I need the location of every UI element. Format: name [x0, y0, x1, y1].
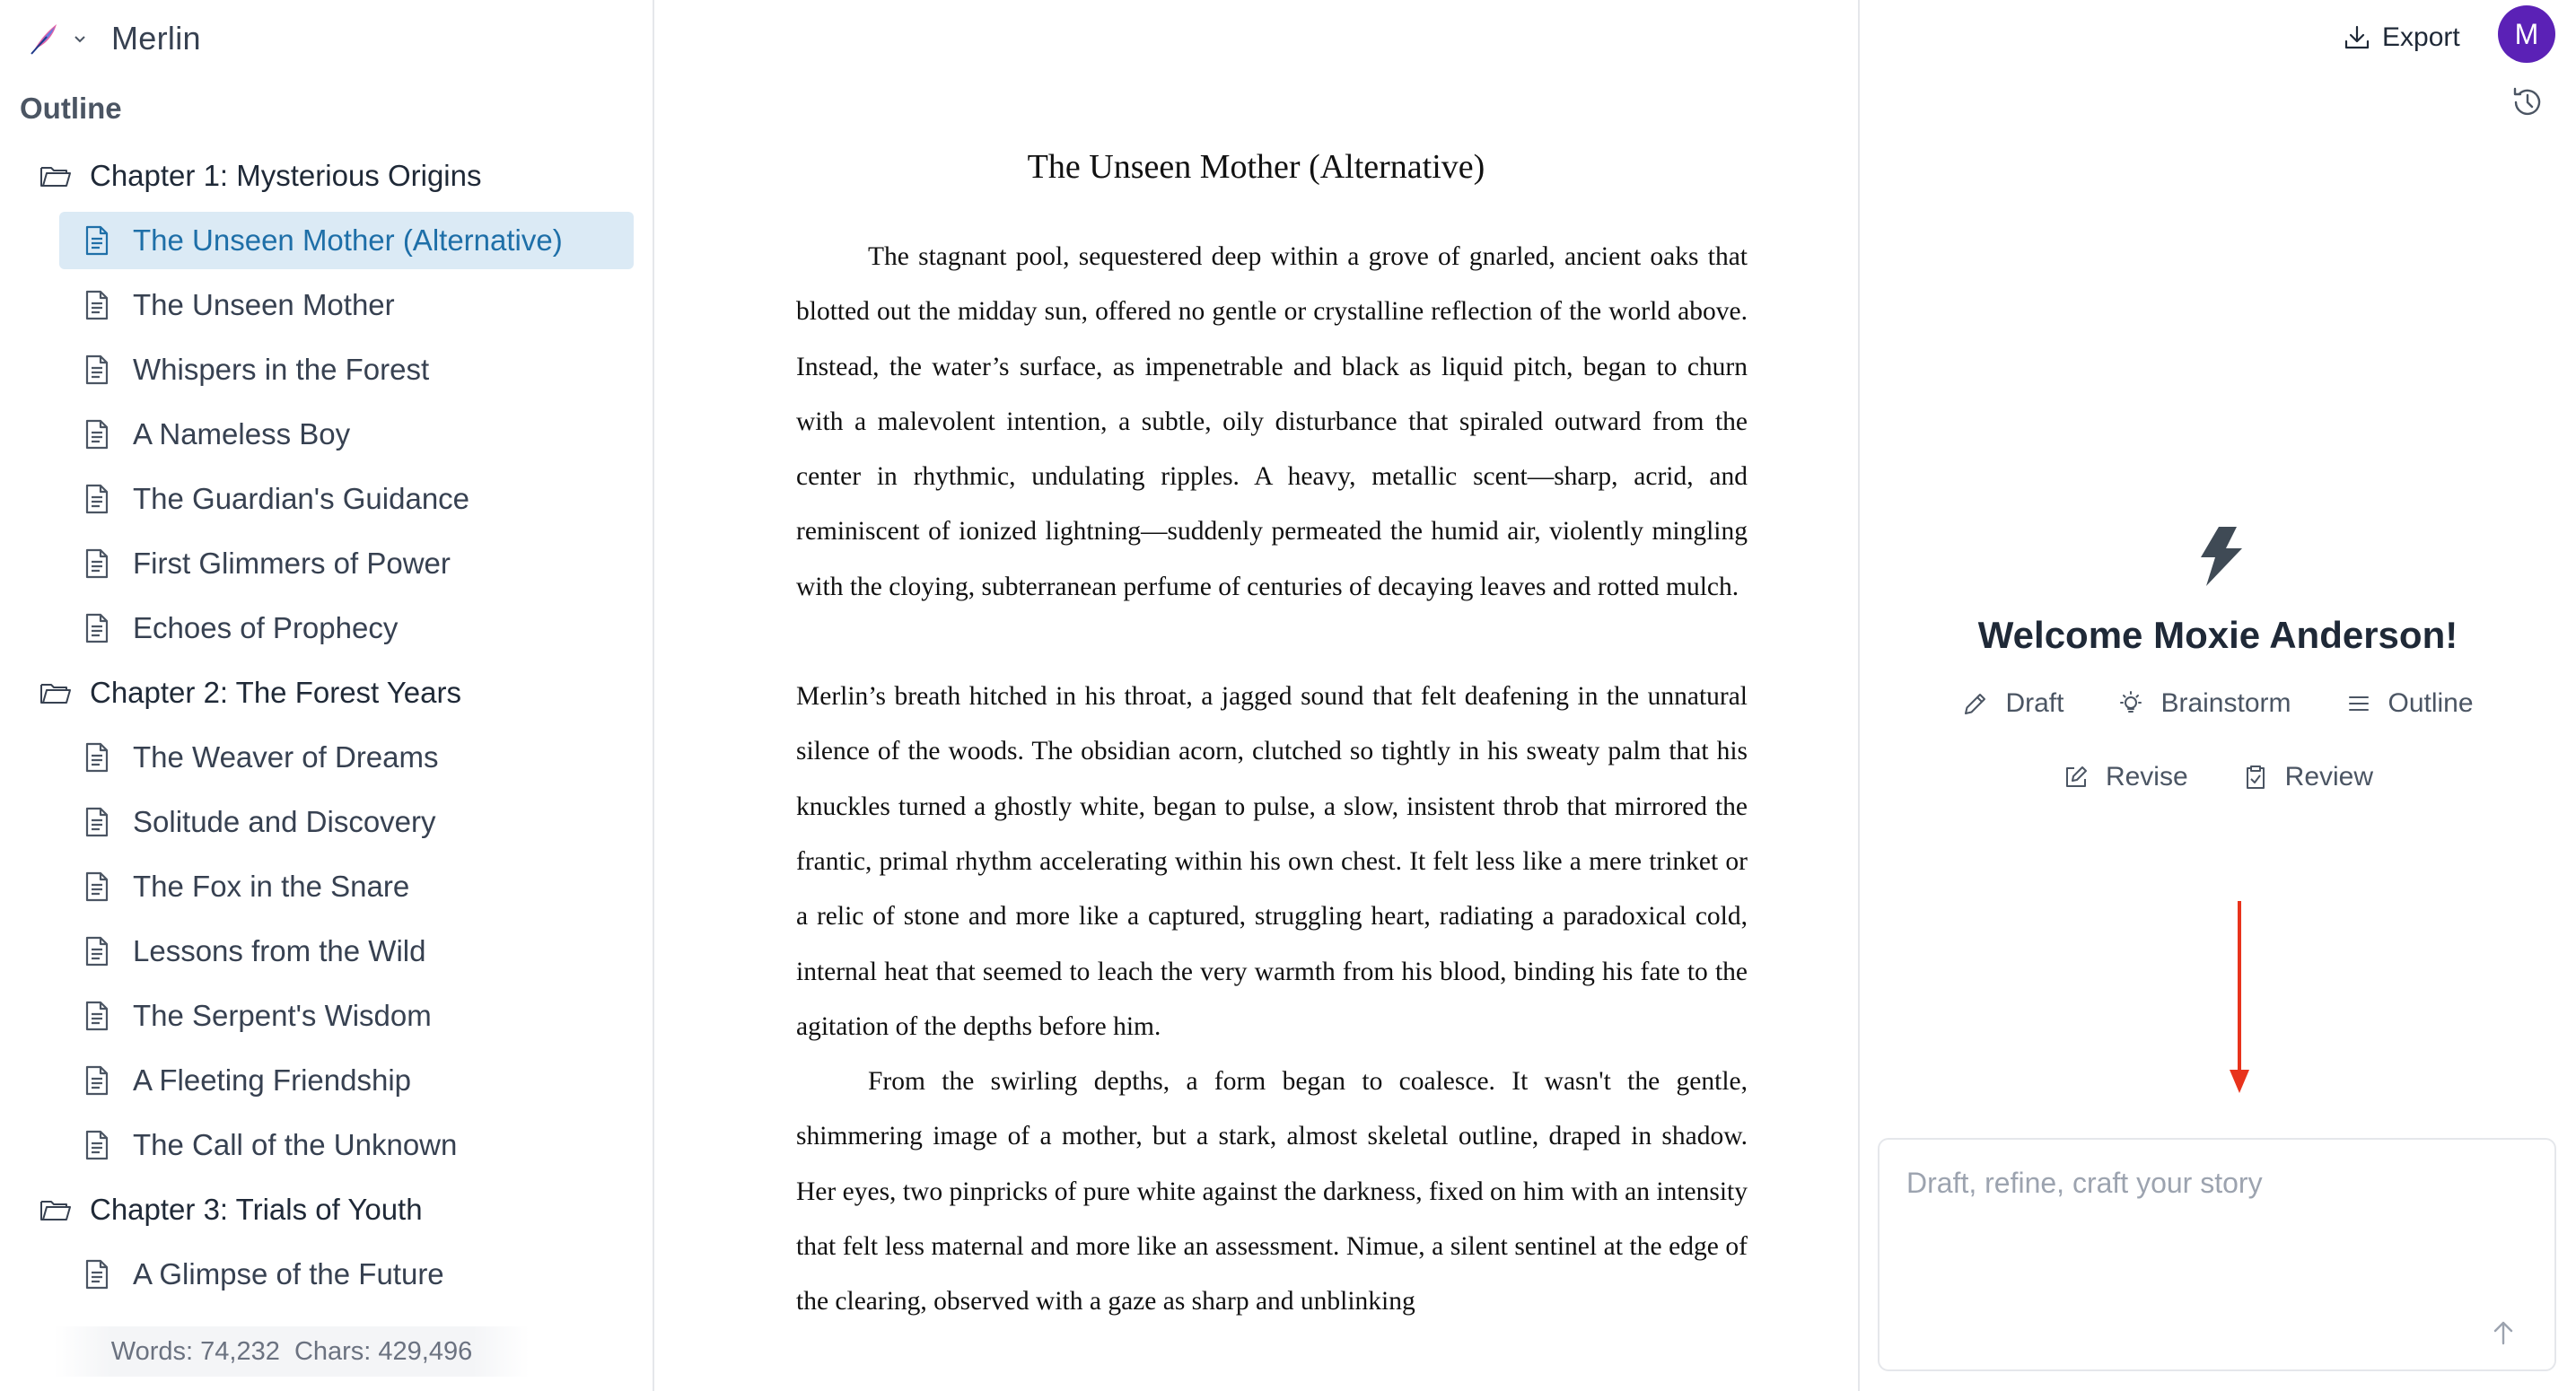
scene-item[interactable] — [59, 467, 634, 531]
user-avatar[interactable]: M — [2498, 5, 2555, 63]
scene-title: Whispers in the Forest — [133, 353, 430, 386]
document-icon — [84, 484, 115, 514]
quill-logo-icon[interactable] — [25, 19, 65, 58]
document-icon — [84, 613, 115, 643]
scene-title: Echoes of Prophecy — [133, 611, 399, 644]
brainstorm-button[interactable] — [2117, 682, 2291, 725]
document-icon — [84, 225, 115, 256]
scene-item[interactable] — [59, 1113, 634, 1177]
scene-item[interactable] — [59, 1242, 634, 1307]
prompt-composer — [1878, 1138, 2556, 1371]
scene-item[interactable] — [59, 596, 634, 661]
document-title[interactable]: The Unseen Mother (Alternative) — [1027, 148, 1485, 186]
lightning-bolt-icon — [2195, 525, 2249, 588]
outline-label: Outline — [2388, 688, 2474, 718]
scene-title: A Nameless Boy — [133, 417, 351, 451]
word-count-status: Words: 74,232 Chars: 429,496 — [54, 1326, 530, 1377]
scene-title: The Serpent's Wisdom — [133, 999, 432, 1032]
review-label: Review — [2284, 762, 2374, 792]
scene-item[interactable] — [59, 273, 634, 337]
chevron-down-icon[interactable] — [70, 29, 90, 48]
scene-title: Solitude and Discovery — [133, 805, 436, 838]
scene-item[interactable] — [59, 337, 634, 402]
quick-actions-row — [1860, 756, 2576, 799]
document-editor[interactable] — [654, 0, 1860, 1391]
quick-actions-row — [1860, 682, 2576, 725]
scene-item[interactable] — [59, 984, 634, 1048]
scene-item-active[interactable] — [59, 212, 634, 269]
revise-button[interactable] — [2063, 756, 2188, 799]
scene-item[interactable] — [59, 919, 634, 984]
scene-title: The Weaver of Dreams — [133, 740, 439, 774]
document-icon — [84, 290, 115, 320]
scene-title: The Unseen Mother (Alternative) — [133, 223, 563, 257]
lightbulb-icon — [2117, 688, 2148, 719]
export-label: Export — [2382, 22, 2460, 52]
review-button[interactable] — [2242, 756, 2373, 799]
paragraph[interactable]: Merlin’s breath hitched in his throat, a jagged sound that felt deafening in the unnatural silence of the woods. The obsidian acorn, clutched so tightly in his sweaty palm that his knuckles turned a ghostly white, began to pulse, a slow, insistent throb that mirrored the frantic, primal rhythm accelerating within his own chest. It felt less like a mere trinket or a relic of stone and more like a captured, struggling heart, radiating a paradoxical cold, internal heat that seemed to leach the very warmth from his blood, binding his fate to the agitation of the depths before him. — [796, 682, 1748, 1041]
brainstorm-label: Brainstorm — [2160, 688, 2291, 718]
document-icon — [84, 871, 115, 902]
export-button[interactable] — [2343, 16, 2460, 59]
document-icon — [84, 1001, 115, 1031]
scene-item[interactable] — [59, 531, 634, 596]
document-body[interactable] — [796, 230, 1748, 1330]
scene-title: First Glimmers of Power — [133, 547, 451, 580]
welcome-heading: Welcome Moxie Anderson! — [1977, 614, 2458, 656]
prompt-input[interactable] — [1906, 1167, 2526, 1283]
folder-open-icon — [39, 159, 74, 193]
scene-title: The Fox in the Snare — [133, 870, 410, 903]
red-arrow-annotation — [2226, 901, 2253, 1095]
send-arrow-icon[interactable] — [2481, 1310, 2526, 1355]
outline-sidebar — [0, 0, 654, 1391]
list-icon — [2345, 688, 2376, 719]
document-icon — [84, 1130, 115, 1160]
document-icon — [84, 807, 115, 837]
scene-title: A Fleeting Friendship — [133, 1063, 412, 1097]
scene-title: Lessons from the Wild — [133, 934, 426, 967]
chapter-title: Chapter 3: Trials of Youth — [90, 1193, 423, 1226]
history-icon[interactable] — [2508, 83, 2547, 122]
pencil-icon — [1962, 688, 1993, 719]
app-name: Merlin — [111, 20, 201, 57]
paragraph[interactable]: From the swirling depths, a form began to coalesce. It wasn't the gentle, shimmering image of a mother, but a stark, almost skeletal outline, draped in shadow. Her eyes, two pinpricks of pure white against the darkness, fixed on him with an intensity that felt less maternal and more like an assessment. Nimue, a silent sentinel at the edge of the clearing, observed with a gaze as sharp and unblinking — [796, 1067, 1748, 1317]
scene-title: A Glimpse of the Future — [133, 1257, 444, 1290]
scene-item[interactable] — [59, 725, 634, 790]
revise-label: Revise — [2105, 762, 2188, 792]
chapter-title: Chapter 2: The Forest Years — [90, 676, 461, 709]
document-icon — [84, 354, 115, 385]
document-icon — [84, 419, 115, 450]
outline-title: Outline — [20, 92, 122, 125]
chapter-item[interactable] — [0, 1177, 654, 1242]
scene-item[interactable] — [59, 790, 634, 854]
clipboard-check-icon — [2242, 762, 2273, 792]
chapter-item[interactable] — [0, 661, 654, 725]
scene-title: The Call of the Unknown — [133, 1128, 458, 1161]
draft-button[interactable] — [1962, 682, 2063, 725]
document-icon — [84, 1065, 115, 1096]
document-icon — [84, 1259, 115, 1290]
chapter-title: Chapter 1: Mysterious Origins — [90, 159, 482, 192]
document-icon — [84, 936, 115, 967]
folder-open-icon — [39, 1193, 74, 1227]
scene-item[interactable] — [59, 1048, 634, 1113]
download-icon — [2343, 22, 2375, 54]
scene-item[interactable] — [59, 854, 634, 919]
document-icon — [84, 548, 115, 579]
app-brand — [25, 16, 201, 61]
outline-tree — [0, 144, 654, 1307]
document-icon — [84, 742, 115, 773]
scene-title: The Unseen Mother — [133, 288, 395, 321]
scene-title: The Guardian's Guidance — [133, 482, 470, 515]
scene-item[interactable] — [59, 402, 634, 467]
edit-square-icon — [2063, 762, 2093, 792]
paragraph[interactable]: The stagnant pool, sequestered deep within a grove of gnarled, ancient oaks that blotted out the midday sun, offered no gentle or crystalline reflection of the world above. Instead, the water’s surface, as impenetrable and black as liquid pitch, began to churn with a malevolent intention, a subtle, oily disturbance that spiraled outward from the center in rhythmic, undulating ripples. A heavy, metallic scent—sharp, acrid, and reminiscent of ionized lightning—suddenly permeated the humid air, violently mingling with the cloying, subterranean perfume of centuries of decaying leaves and rotted mulch. — [796, 242, 1748, 601]
folder-open-icon — [39, 676, 74, 710]
outline-button[interactable] — [2345, 682, 2474, 725]
draft-label: Draft — [2005, 688, 2064, 718]
chapter-item[interactable] — [0, 144, 654, 208]
